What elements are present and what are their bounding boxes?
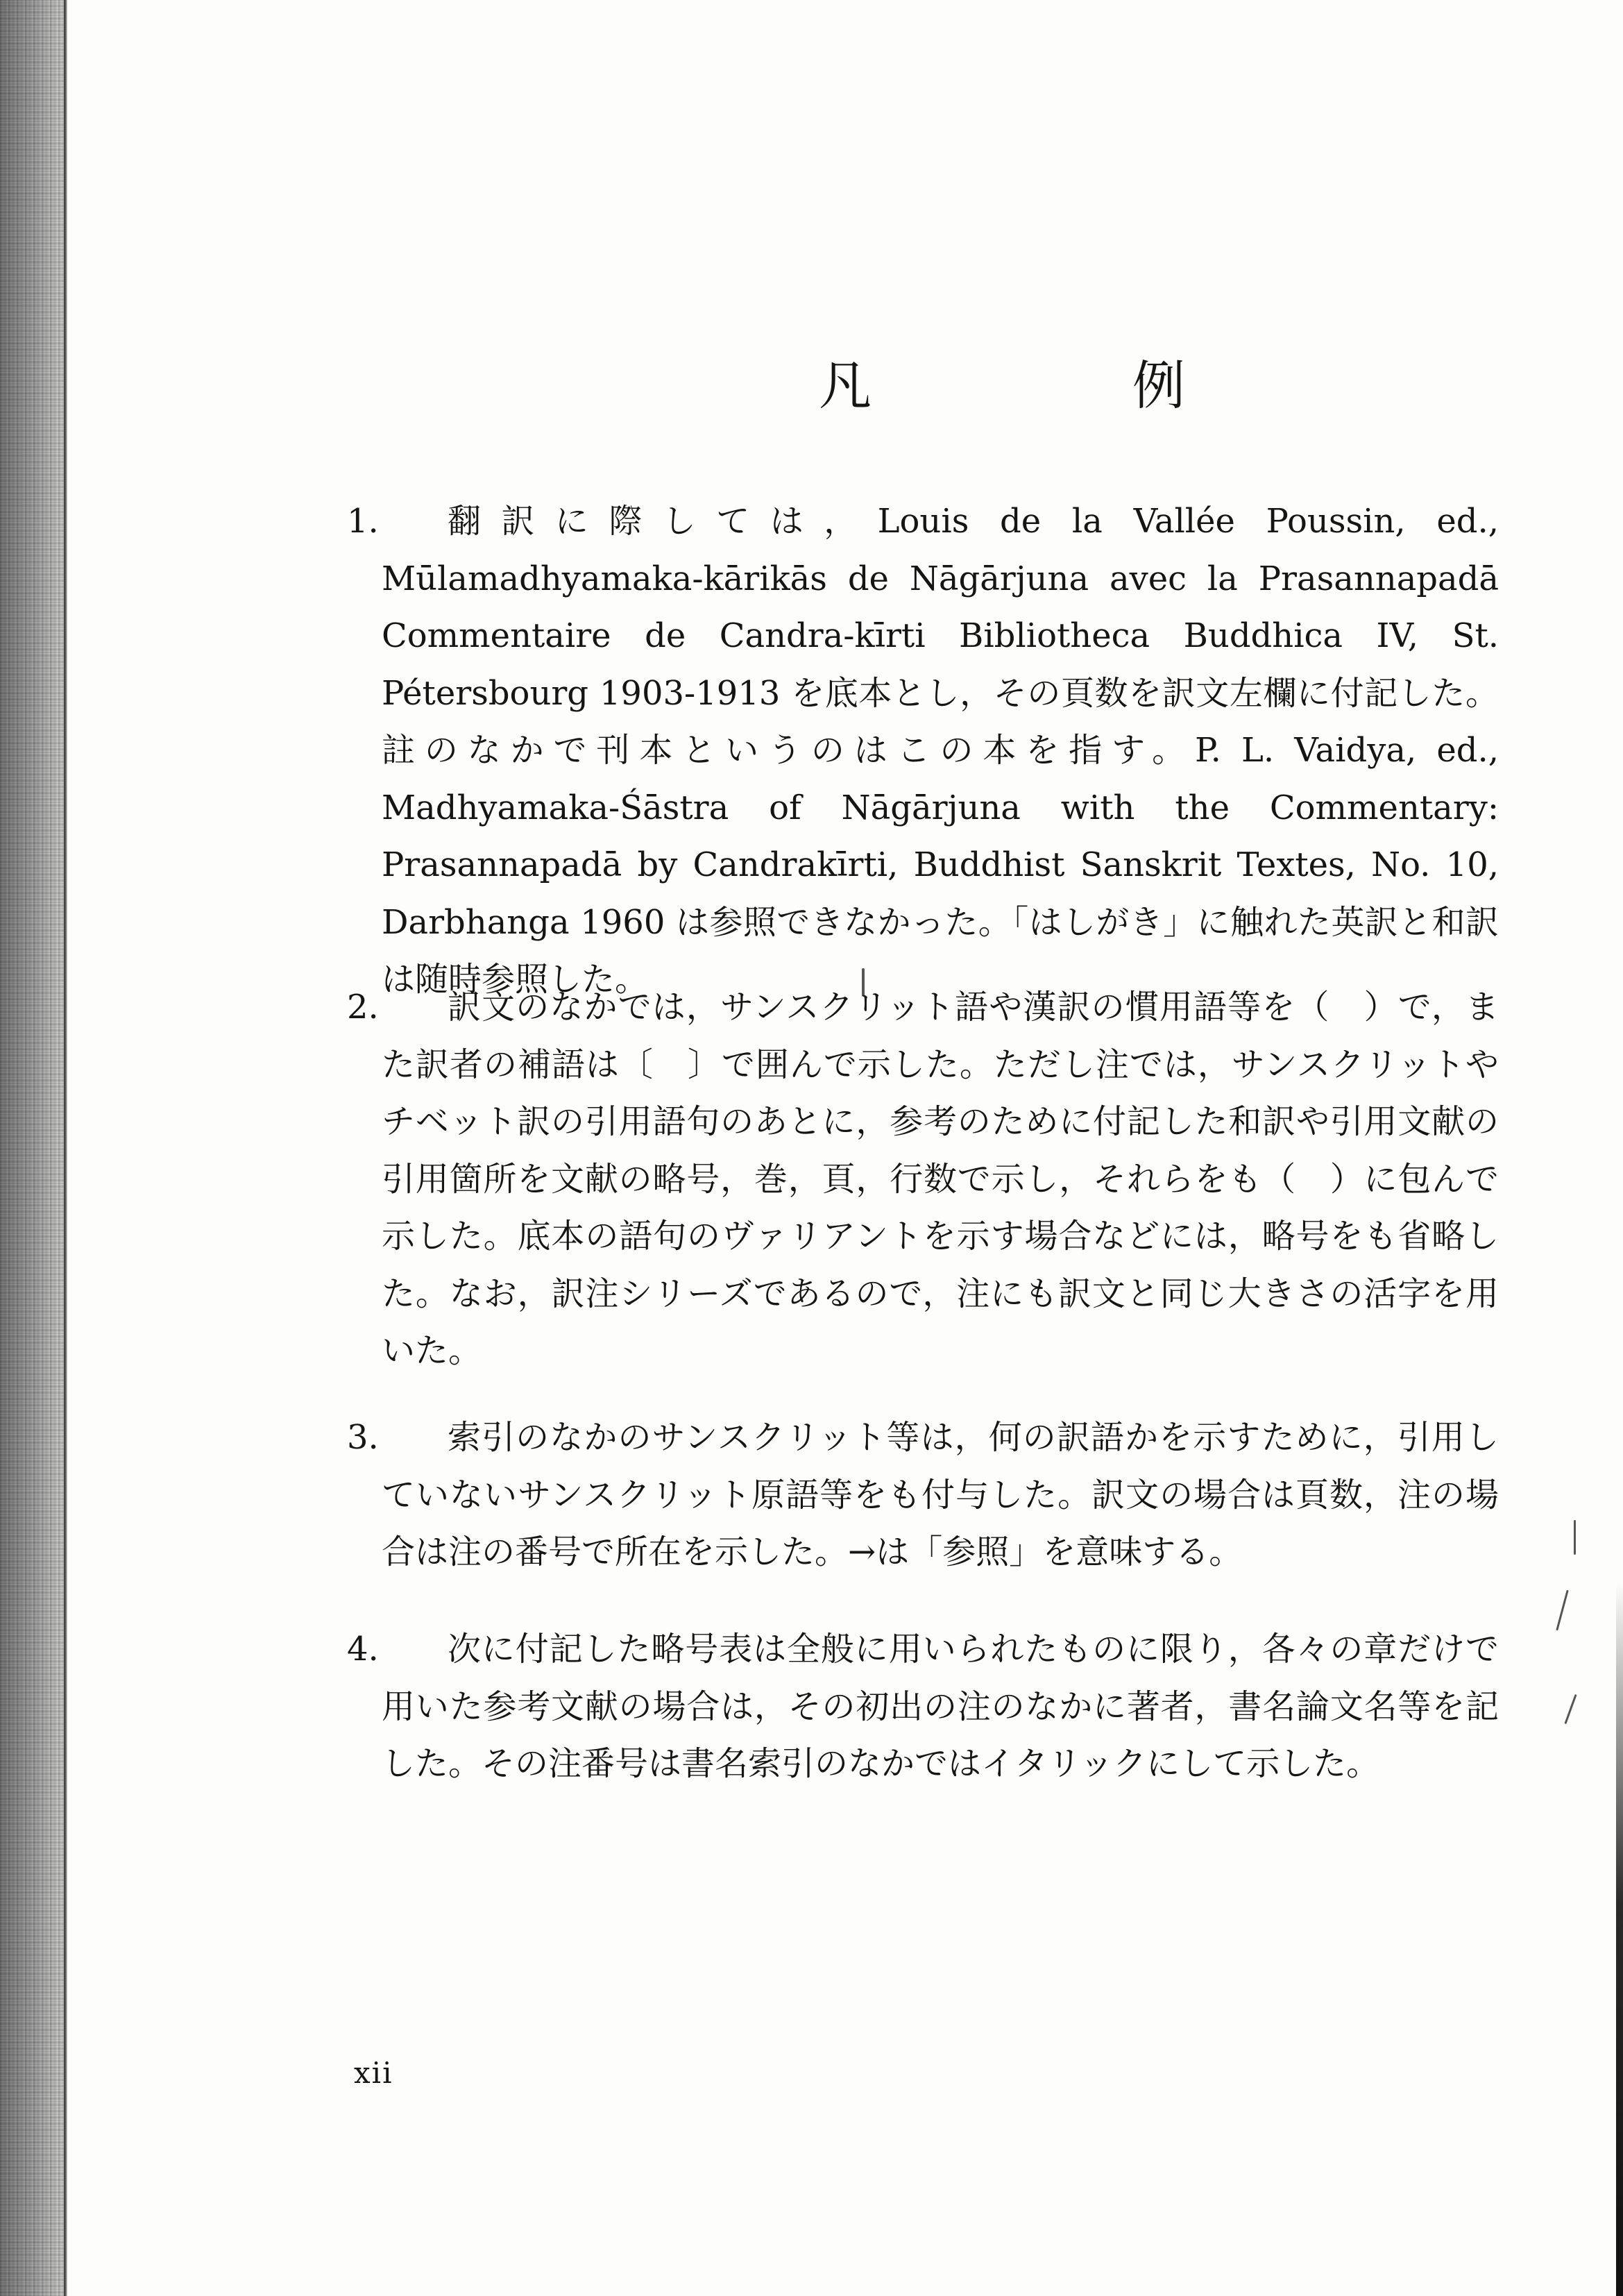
note-item-1 <box>347 493 1499 1008</box>
scan-speck <box>1556 1590 1568 1631</box>
note-number: 1. <box>347 502 379 541</box>
scan-speck <box>1564 1694 1577 1724</box>
note-number: 2. <box>347 988 379 1027</box>
note-item-2 <box>347 979 1499 1380</box>
note-text: 索引のなかのサンスクリット等は，何の訳語かを示すために，引用していないサンスクリット原語等をも付与した。訳文の場合は頁数，注の場合は注の番号で所在を示した。→は「参照」を意味する。 <box>382 1418 1499 1572</box>
note-item-3 <box>347 1409 1499 1581</box>
page-title: 凡 例 <box>819 355 1289 416</box>
page-number: xii <box>354 2056 393 2090</box>
note-number: 3. <box>347 1418 379 1457</box>
note-text: 訳文のなかでは，サンスクリット語や漢訳の慣用語等を（ ）で，また訳者の補語は〔 〕で囲んで示した。ただし注では，サンスクリットやチベット訳の引用語句のあとに，参考のために付記した和訳や引用文献の引用箇所を文献の略号，巻，頁，行数で示し，それらをも（ ）に包んで示した。底本の語句のヴァリアントを示す場合などには，略号をも省略した。なお，訳注シリーズであるので，注にも訳文と同じ大きさの活字を用いた。 <box>382 988 1499 1371</box>
binding-edge <box>0 0 64 2296</box>
scan-speck <box>1574 1520 1576 1555</box>
note-item-4 <box>347 1621 1499 1793</box>
note-text: 翻訳に際しては，Louis de la Vallée Poussin, ed., Mūlamadhyamaka-kārikās de Nāgārjuna avec la Prasannapadā Commentaire de Candra-kīrti Bibliotheca Buddhica IV, St. Pétersbourg 1903-1913 を底本とし，その頁数を訳文左欄に付記した。註のなかで刊本というのはこの本を指す。P. L. Vaidya, ed., Madhyamaka-Śāstra of Nāgārjuna with the Commentary: Prasannapadā by Candrakīrti, Buddhist Sanskrit Textes, No. 10, Darbhanga 1960 は参照できなかった。「はしがき」に触れた英訳と和訳は随時参照した。 <box>382 502 1499 999</box>
note-text: 次に付記した略号表は全般に用いられたものに限り，各々の章だけで用いた参考文献の場合は，その初出の注のなかに著者，書名論文名等を記した。その注番号は書名索引のなかではイタリックにして示した。 <box>382 1630 1499 1784</box>
binding-line <box>64 0 67 2296</box>
note-number: 4. <box>347 1630 379 1669</box>
scan-edge-shadow <box>1616 1582 1623 2296</box>
